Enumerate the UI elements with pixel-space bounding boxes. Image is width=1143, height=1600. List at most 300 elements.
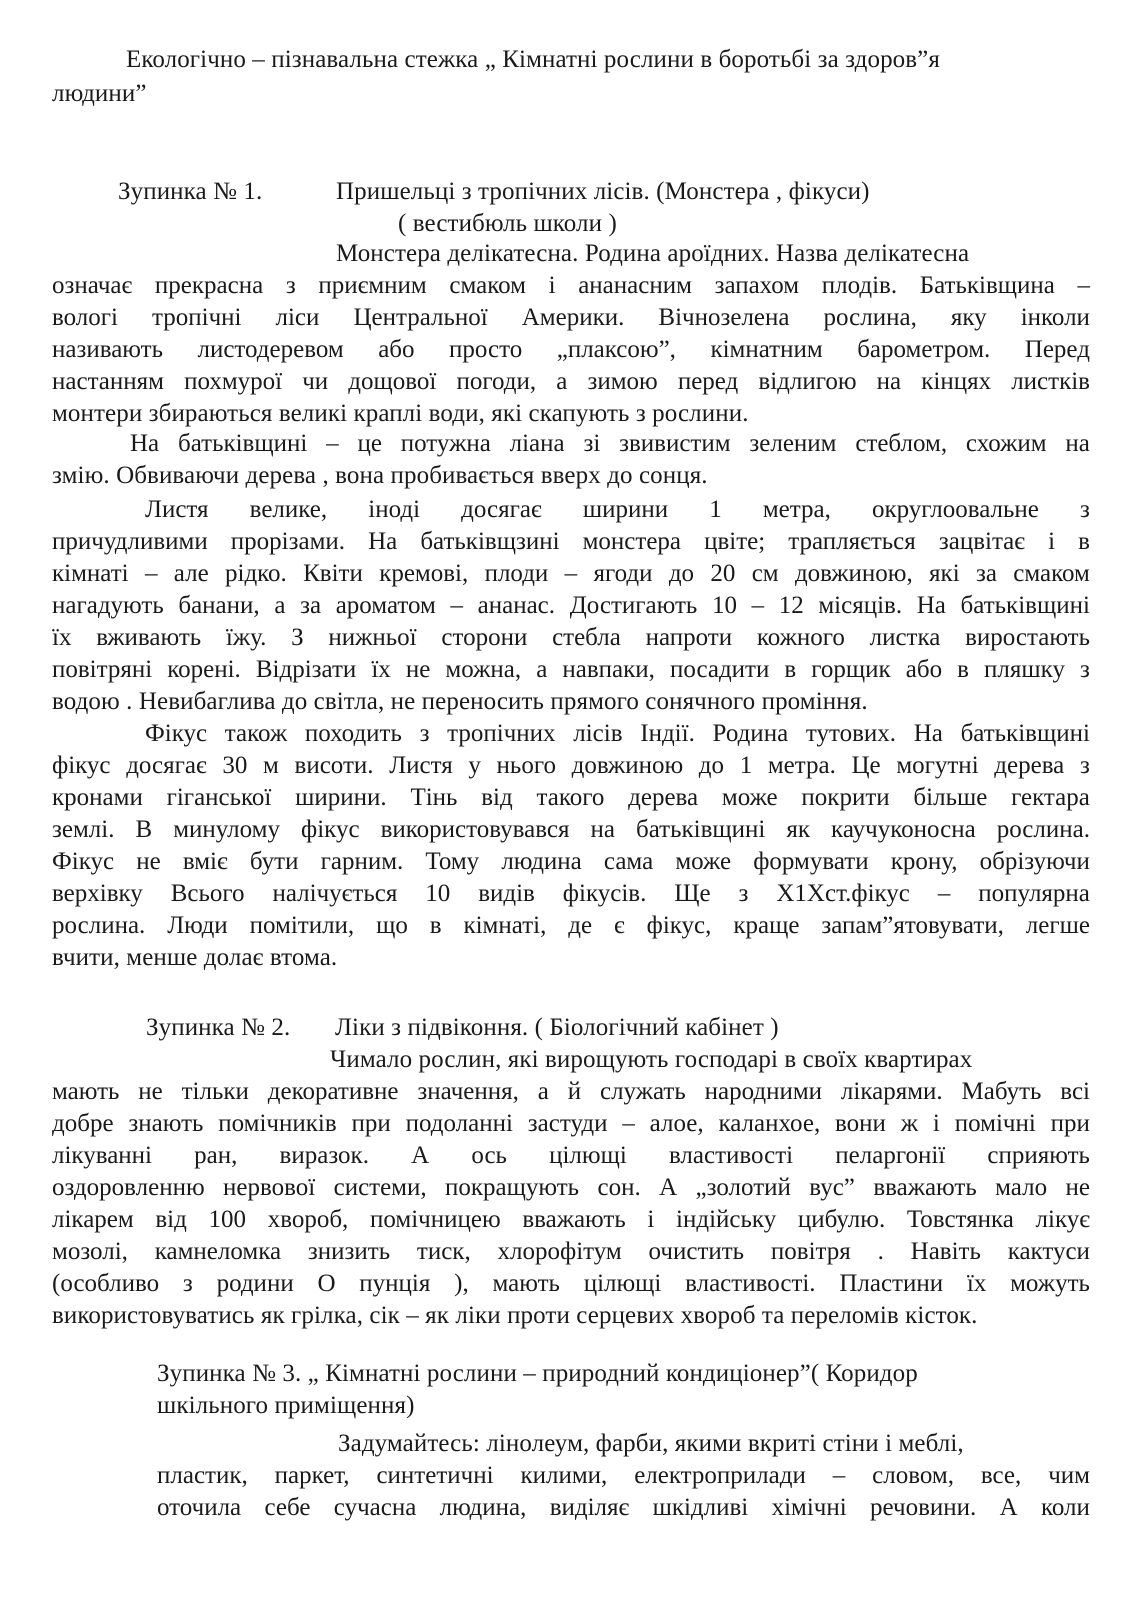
word: напроти xyxy=(645,624,733,651)
document-title-line-2: людини” xyxy=(52,80,147,107)
word: 30 xyxy=(222,752,248,779)
word: Навіть xyxy=(910,1238,981,1265)
word: Фікус xyxy=(145,720,208,747)
word: Це xyxy=(851,752,881,779)
word: Всього xyxy=(170,880,245,907)
stop-1-line: змію. Обвиваючи дерева , вона пробивається вверх до сонця. xyxy=(52,462,708,489)
word: на xyxy=(876,368,902,395)
word: їх xyxy=(371,656,391,683)
word: досягає xyxy=(461,496,542,523)
word: Ще xyxy=(674,880,711,907)
word: „плаксою”, xyxy=(556,336,676,363)
word: А xyxy=(411,1142,430,1169)
word: електроприлади xyxy=(634,1462,806,1489)
word: фікус, xyxy=(646,912,712,939)
word: називають xyxy=(52,336,163,363)
word: батьківщзині xyxy=(420,528,560,555)
word: землі. xyxy=(52,816,115,843)
word: батьківщині xyxy=(960,720,1090,747)
word: цвіте; xyxy=(704,528,766,555)
word: дерева xyxy=(994,752,1065,779)
word: м xyxy=(263,752,279,779)
stop-1-line xyxy=(145,494,1090,526)
word: 10 xyxy=(711,592,737,619)
word: подоланні xyxy=(405,1110,513,1137)
word: чим xyxy=(1048,1462,1090,1489)
word: барометром. xyxy=(857,336,991,363)
word: дерева xyxy=(628,784,699,811)
word: нього xyxy=(496,752,556,779)
word: популярна xyxy=(978,880,1090,907)
word: в xyxy=(957,656,969,683)
word: ось xyxy=(471,1142,507,1169)
word: ), xyxy=(454,1270,469,1297)
word: паркет, xyxy=(274,1462,350,1489)
word: вважають xyxy=(522,1206,626,1233)
stop-1-line: вчити, менше долає втома. xyxy=(52,944,338,971)
word: потужна xyxy=(400,430,491,457)
stop-1-line xyxy=(52,558,1090,590)
word: зимою xyxy=(587,368,658,395)
word: цибулю. xyxy=(797,1206,886,1233)
word: алое, xyxy=(649,1110,704,1137)
word: ананас. xyxy=(477,592,556,619)
word: кімнатним xyxy=(710,336,823,363)
word: сон. xyxy=(597,1174,641,1201)
word: рідко. xyxy=(225,560,287,587)
word: метра. xyxy=(767,752,836,779)
word: Мабуть xyxy=(961,1078,1042,1105)
word: походить xyxy=(304,720,402,747)
stop-2-line xyxy=(52,1204,1090,1236)
word: фікус xyxy=(52,752,111,779)
word: погоди, xyxy=(456,368,537,395)
word: схожим xyxy=(965,430,1047,457)
word: – xyxy=(144,560,158,587)
word: або xyxy=(905,656,943,683)
word: На xyxy=(368,528,398,555)
word: . xyxy=(877,1238,884,1265)
word: ж xyxy=(900,1110,919,1137)
word: велике, xyxy=(249,496,328,523)
word: Квіти xyxy=(303,560,363,587)
word: просто xyxy=(449,336,523,363)
word: Америки. xyxy=(521,304,625,331)
word: з xyxy=(1079,752,1090,779)
word: формувати xyxy=(753,848,869,875)
word: каучуконосна xyxy=(831,816,976,843)
word: запахом xyxy=(714,272,800,299)
word: з xyxy=(182,1270,193,1297)
word: Листя xyxy=(145,496,209,523)
word: Товстянка xyxy=(906,1206,1014,1233)
stop-3-line xyxy=(157,1492,1090,1524)
word: А xyxy=(999,1494,1018,1521)
word: а xyxy=(274,592,286,619)
word: інколи xyxy=(1020,304,1090,331)
word: і xyxy=(647,1206,655,1233)
word: місяців. xyxy=(818,592,903,619)
word: краще xyxy=(733,912,800,939)
word: не xyxy=(138,1078,163,1105)
word: їх xyxy=(52,624,72,651)
stop-1-line xyxy=(52,270,1090,302)
stop-2-line: використовуватись як грілка, сік – як ліки проти серцевих хвороб та переломів кісток. xyxy=(52,1302,978,1329)
word: плоди xyxy=(484,560,549,587)
word: мозолі, xyxy=(52,1238,128,1265)
word: нижньої xyxy=(328,624,417,651)
word: помітили, xyxy=(249,912,355,939)
word: ароматом xyxy=(335,592,436,619)
word: все, xyxy=(980,1462,1022,1489)
word: помічників xyxy=(218,1110,337,1137)
word: системи, xyxy=(333,1174,427,1201)
word: бути xyxy=(249,848,299,875)
word: – xyxy=(937,880,951,907)
word: означає xyxy=(52,272,133,299)
word: синтетичні xyxy=(376,1462,494,1489)
word: кінцях xyxy=(921,368,992,395)
word: монстера xyxy=(582,528,682,555)
word: ширини xyxy=(582,496,669,523)
word: верхівку xyxy=(52,880,143,907)
word: На xyxy=(916,592,946,619)
word: як xyxy=(786,816,811,843)
word: кожного xyxy=(756,624,845,651)
word: властивості xyxy=(668,1142,794,1169)
word: минулому xyxy=(173,816,280,843)
word: що xyxy=(376,912,408,939)
word: Тінь xyxy=(410,784,458,811)
stop-2-line xyxy=(52,1268,1090,1300)
word: кронами xyxy=(52,784,143,811)
word: зацвітає xyxy=(938,528,1026,555)
word: з xyxy=(1080,656,1090,683)
word: покрити xyxy=(801,784,890,811)
word: Центральної xyxy=(353,304,488,331)
word: стеблом, xyxy=(855,430,948,457)
word: знають xyxy=(128,1110,204,1137)
word: всі xyxy=(1060,1078,1090,1105)
word: виростають xyxy=(965,624,1090,651)
word: їжу. xyxy=(225,624,267,651)
word: оточила xyxy=(157,1494,242,1521)
word: родини xyxy=(216,1270,294,1297)
stop-1-line: водою . Невибаглива до світла, не переносить прямого сонячного проміння. xyxy=(52,688,868,715)
word: 12 xyxy=(778,592,804,619)
word: висоти. xyxy=(294,752,374,779)
word: сприяють xyxy=(987,1142,1090,1169)
word: у xyxy=(468,752,481,779)
stop-1-line xyxy=(52,334,1090,366)
stop-3-line: Задумайтесь: лінолеум, фарби, якими вкриті стіни і меблі, xyxy=(338,1430,964,1457)
word: тільки xyxy=(181,1078,249,1105)
stop-3-heading-continued: шкільного приміщення) xyxy=(157,1392,415,1419)
word: лікуванні xyxy=(52,1142,152,1169)
stop-1-line xyxy=(52,302,1090,334)
stop-1-heading: Пришельці з тропічних лісів. (Монстера , фікуси) xyxy=(336,178,870,205)
word: см xyxy=(751,560,779,587)
word: іноді xyxy=(368,496,421,523)
word: вважають xyxy=(873,1174,977,1201)
word: гіганської xyxy=(166,784,272,811)
word: помічницею xyxy=(369,1206,501,1233)
word: гектара xyxy=(1011,784,1090,811)
word: на xyxy=(590,816,615,843)
word: 1 xyxy=(709,496,722,523)
word: батьківщині xyxy=(177,430,308,457)
word: легше xyxy=(1025,912,1090,939)
word: рослина. xyxy=(52,912,146,939)
word: не xyxy=(405,656,431,683)
word: Родина xyxy=(712,720,789,747)
word: до xyxy=(668,560,695,587)
word: камнеломка xyxy=(154,1238,282,1265)
word: яку xyxy=(950,304,987,331)
stop-2-heading: Ліки з підвіконня. ( Біологічний кабінет ) xyxy=(335,1014,779,1041)
word: листодеревом xyxy=(197,336,344,363)
word: при xyxy=(351,1110,391,1137)
word: зеленим xyxy=(749,430,837,457)
word: корені. xyxy=(167,656,241,683)
word: „золотий xyxy=(695,1174,791,1201)
word: вони xyxy=(835,1110,886,1137)
word: мало xyxy=(995,1174,1048,1201)
word: кактуси xyxy=(1007,1238,1090,1265)
word: 1 xyxy=(739,752,753,779)
word: з xyxy=(738,880,749,907)
word: а xyxy=(537,1078,549,1105)
word: пунція xyxy=(359,1270,431,1297)
word: пеларгонії xyxy=(835,1142,946,1169)
word: листків xyxy=(1011,368,1090,395)
word: індійську xyxy=(676,1206,777,1233)
word: від xyxy=(155,1206,187,1233)
word: до xyxy=(698,752,725,779)
word: значення, xyxy=(417,1078,519,1105)
stop-2-line xyxy=(52,1172,1090,1204)
word: декоративне xyxy=(267,1078,399,1105)
word: 100 xyxy=(208,1206,247,1233)
word: вологі xyxy=(52,304,118,331)
word: Х1Хст.фікус xyxy=(776,880,910,907)
word: настанням xyxy=(52,368,164,395)
word: лісів xyxy=(573,720,623,747)
word: Відрізати xyxy=(255,656,357,683)
word: також xyxy=(224,720,288,747)
word: звивистим xyxy=(619,430,731,457)
word: Пластини xyxy=(839,1270,944,1297)
word: Вічнозелена xyxy=(658,304,790,331)
word: лікує xyxy=(1035,1206,1090,1233)
word: використовувався xyxy=(380,816,570,843)
word: себе xyxy=(264,1494,311,1521)
word: такого xyxy=(536,784,605,811)
word: ширини. xyxy=(295,784,387,811)
stop-1-line xyxy=(52,782,1090,814)
word: – xyxy=(1077,272,1090,299)
word: килими, xyxy=(520,1462,608,1489)
word: більше xyxy=(913,784,988,811)
stop-2-line xyxy=(52,1108,1090,1140)
word: 20 xyxy=(710,560,736,587)
word: стебла xyxy=(552,624,621,651)
word: горщик xyxy=(811,656,891,683)
word: прекрасна xyxy=(154,272,264,299)
word: Тому xyxy=(425,848,480,875)
stop-1-label: Зупинка № 1. xyxy=(118,178,263,205)
word: покращують xyxy=(445,1174,580,1201)
word: і xyxy=(548,272,556,299)
word: – xyxy=(751,592,765,619)
word: лікарем xyxy=(52,1206,134,1233)
word: каланхое, xyxy=(718,1110,821,1137)
word: В xyxy=(135,816,153,843)
word: людина, xyxy=(439,1494,527,1521)
word: рослина, xyxy=(823,304,917,331)
word: кімнаті xyxy=(52,560,129,587)
word: причудливими xyxy=(52,528,208,555)
stop-1-line xyxy=(52,910,1090,942)
word: помічні xyxy=(954,1110,1036,1137)
stop-3-heading: Зупинка № 3. „ Кімнатні рослини – природний кондиціонер”( Коридор xyxy=(157,1360,918,1387)
word: смаком xyxy=(449,272,526,299)
word: можуть xyxy=(1010,1270,1090,1297)
stop-2-label: Зупинка № 2. xyxy=(146,1014,291,1041)
word: ліси xyxy=(275,304,320,331)
word: – xyxy=(832,1462,846,1489)
word: кремові, xyxy=(379,560,469,587)
word: й xyxy=(567,1078,582,1105)
word: 10 xyxy=(425,880,451,907)
word: батьківщині xyxy=(960,592,1090,619)
word: Люди xyxy=(167,912,228,939)
word: чи xyxy=(302,368,329,395)
stop-1-line xyxy=(52,590,1090,622)
word: обрізуючи xyxy=(979,848,1090,875)
document-title-line-1: Екологічно – пізнавальна стежка „ Кімнатні рослини в боротьбі за здоров”я xyxy=(126,46,940,73)
word: похмурої xyxy=(184,368,283,395)
word: ягоди xyxy=(593,560,653,587)
word: На xyxy=(913,720,943,747)
word: приємним xyxy=(318,272,427,299)
stop-2-line xyxy=(52,1076,1090,1108)
word: людина xyxy=(501,848,582,875)
word: сама xyxy=(603,848,654,875)
word: лікарями. xyxy=(840,1078,943,1105)
word: фікус xyxy=(301,816,360,843)
word: зі xyxy=(583,430,601,457)
word: цілющі xyxy=(583,1270,662,1297)
word: рослина. xyxy=(996,816,1090,843)
word: оздоровленню xyxy=(52,1174,205,1201)
word: гарним. xyxy=(320,848,404,875)
word: батьківщині xyxy=(636,816,766,843)
word: (особливо xyxy=(52,1270,160,1297)
word: О xyxy=(317,1270,336,1297)
word: де xyxy=(568,912,593,939)
word: З xyxy=(291,624,304,651)
word: – xyxy=(326,430,339,457)
word: з xyxy=(285,272,296,299)
word: на xyxy=(1065,430,1090,457)
word: властивості. xyxy=(685,1270,816,1297)
word: тиск, xyxy=(416,1238,471,1265)
word: не xyxy=(136,848,161,875)
word: в xyxy=(429,912,442,939)
word: листка xyxy=(869,624,941,651)
word: повітряні xyxy=(52,656,153,683)
word: коли xyxy=(1041,1494,1090,1521)
word: речовини. xyxy=(870,1494,977,1521)
stop-1-line xyxy=(52,654,1090,686)
word: перед xyxy=(677,368,739,395)
word: Індії. xyxy=(640,720,695,747)
word: – xyxy=(622,1110,635,1137)
word: а xyxy=(536,656,548,683)
word: вус” xyxy=(809,1174,855,1201)
word: смаком xyxy=(1013,560,1090,587)
word: налічується xyxy=(272,880,398,907)
word: словом, xyxy=(872,1462,954,1489)
stop-2-line: Чимало рослин, які вирощують господарі в своїх квартирах xyxy=(330,1046,973,1073)
word: може xyxy=(721,784,778,811)
word: дощової xyxy=(348,368,437,395)
word: вміє xyxy=(182,848,228,875)
stop-1-line xyxy=(52,878,1090,910)
word: не xyxy=(1065,1174,1090,1201)
word: їх xyxy=(966,1270,987,1297)
word: хімічні xyxy=(771,1494,847,1521)
word: може xyxy=(675,848,732,875)
stop-1-line: Монстера делікатесна. Родина ароїдних. Назва делікатесна xyxy=(336,240,970,267)
stop-1-line xyxy=(52,814,1090,846)
stop-1-line: монтери збираються великі краплі води, які скапують з рослини. xyxy=(52,400,749,427)
word: тропічних xyxy=(447,720,556,747)
word: Батьківщина xyxy=(919,272,1055,299)
word: ананасним xyxy=(578,272,692,299)
word: а xyxy=(556,368,568,395)
word: – xyxy=(564,560,578,587)
word: це xyxy=(357,430,382,457)
word: На xyxy=(130,430,160,457)
word: за xyxy=(300,592,322,619)
word: кімнаті, xyxy=(463,912,547,939)
stop-1-line xyxy=(52,622,1090,654)
word: виділяє xyxy=(549,1494,630,1521)
word: знизить xyxy=(307,1238,391,1265)
stop-1-line xyxy=(52,366,1090,398)
word: від xyxy=(481,784,513,811)
word: банани, xyxy=(178,592,260,619)
word: в xyxy=(1078,528,1090,555)
word: тутових. xyxy=(805,720,896,747)
word: добре xyxy=(52,1110,114,1137)
word: А xyxy=(659,1174,678,1201)
word: мають xyxy=(492,1270,560,1297)
word: шкідливі xyxy=(652,1494,749,1521)
word: плодів. xyxy=(821,272,898,299)
word: і xyxy=(1048,528,1056,555)
word: округлоовальне xyxy=(871,496,1039,523)
word: Листя xyxy=(389,752,453,779)
word: трапляється xyxy=(788,528,916,555)
word: досягає xyxy=(126,752,207,779)
word: з xyxy=(419,720,430,747)
stop-1-line xyxy=(145,718,1090,750)
word: служать xyxy=(599,1078,686,1105)
word: при xyxy=(1050,1110,1090,1137)
